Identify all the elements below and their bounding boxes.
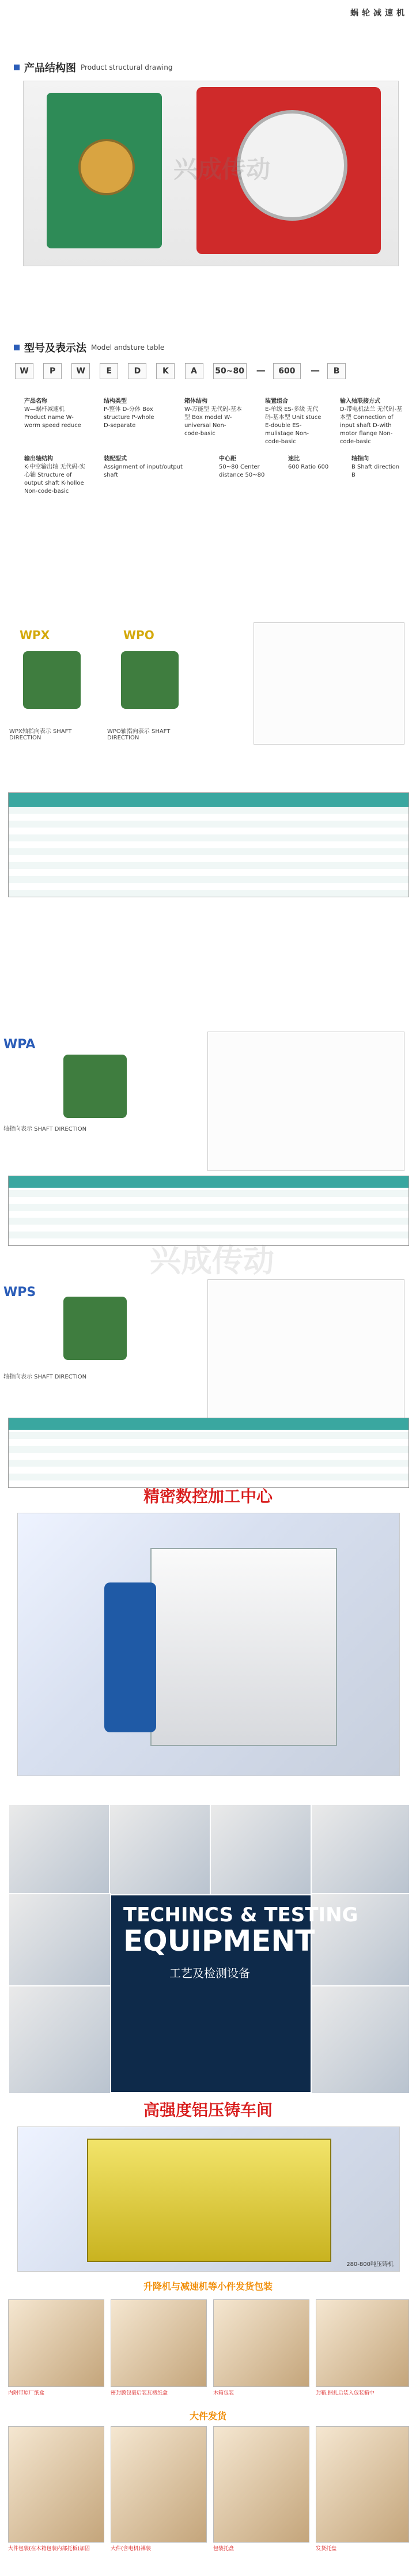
code-desc-4: 装置组合 E-单级 ES-多级 无代码-基本型 Unit stuce E-double ES-mulistage Non-code-basic [265, 398, 322, 445]
table-header [9, 1176, 409, 1188]
watermark-text: 兴成传动 [173, 155, 271, 183]
model-wpo-label: WPO [123, 628, 154, 642]
code-ratio: 600 [273, 363, 301, 379]
packing-tile [213, 2299, 309, 2387]
reducer-side-view [47, 93, 162, 248]
wps-dimension-drawing [207, 1279, 404, 1419]
cnc-hero-image [17, 1513, 400, 1776]
table-header [9, 1418, 409, 1430]
equipment-tile [311, 1804, 410, 1895]
shipping-title: 大件发货 [189, 2411, 226, 2422]
shipping-tile [111, 2426, 207, 2543]
section-marker-icon [14, 345, 20, 350]
watermark-text: 兴成传动 [150, 1242, 274, 1279]
model-wpa-label: WPA [3, 1037, 36, 1052]
packing-tile [111, 2299, 207, 2387]
code-desc-1: 产品名称 W—蜗杆减速机 Product name W-worm speed reduce [24, 398, 81, 429]
packing-label: 木箱包装 [213, 2390, 235, 2396]
code-letter: A [185, 363, 203, 379]
code-desc-8: 中心距 50~80 Center distance 50~80 [219, 456, 265, 478]
section-title-cn: 型号及表示法 [24, 342, 86, 354]
model-wps-label: WPS [3, 1285, 36, 1300]
equipment-tile [8, 1893, 111, 1988]
shipping-tile [213, 2426, 309, 2543]
code-ratio-range: 50~80 [213, 363, 247, 379]
equipment-title-1: TECHINCS & TESTING [123, 1903, 358, 1927]
shipping-label: 包装托盘 [213, 2546, 235, 2552]
table-header [9, 793, 409, 807]
section-title-en: Model andsture table [91, 343, 165, 352]
code-letter: W [71, 363, 90, 379]
wpo-shaft-caption: WPO轴指向表示 SHAFT DIRECTION [107, 728, 171, 741]
packing-tile [316, 2299, 409, 2387]
code-desc-6: 输出轴结构 K-中空输出轴 无代码-实心轴 Structure of output shaft K-holloe Non-code-basic [24, 456, 85, 494]
wpa-shaft-caption: 轴指向表示 SHAFT DIRECTION [3, 1126, 87, 1132]
shipping-label: 发货托盘 [316, 2546, 337, 2552]
code-desc-7: 装配型式 Assignment of input/output shaft [104, 456, 183, 478]
section-structural-title [14, 60, 173, 75]
section-marker-icon [14, 65, 20, 70]
shipping-label: 大件包装(在木箱包装内部托板)加固 [8, 2546, 90, 2552]
cnc-title: 精密数控加工中心 [143, 1487, 273, 1506]
casting-machine-label: 280-800吨压铸机 [346, 2261, 394, 2268]
wpo-product-image [121, 651, 179, 709]
model-code-row [15, 363, 353, 379]
equipment-subtitle: 工艺及检测设备 [169, 1966, 250, 1980]
gear-icon [78, 139, 135, 195]
wps-product-image [63, 1297, 127, 1360]
wpa-dimension-drawing [207, 1032, 404, 1171]
packing-label: 封箱,捆扎后装入包装箱中 [316, 2390, 375, 2396]
code-desc-10: 轴指向 B Shaft direction B [351, 456, 400, 478]
wpa-product-image [63, 1055, 127, 1118]
page-header-title: 蜗轮减速机 [350, 9, 408, 18]
equipment-tile [109, 1804, 212, 1895]
shipping-tile [8, 2426, 104, 2543]
code-letter: P [43, 363, 62, 379]
equipment-tile [8, 1985, 111, 2094]
code-desc-3: 箱体结构 W-万能型 无代码-基本型 Box model W-universal Non-code-basic [184, 398, 242, 437]
spec-table-wpa [8, 1176, 409, 1246]
spec-table-wpx-wpo [8, 792, 409, 897]
packing-label: 内附带原厂纸盒 [8, 2390, 45, 2396]
equipment-tile [210, 1804, 313, 1895]
code-shaft: B [327, 363, 346, 379]
equipment-section [8, 1804, 408, 2092]
code-dash: — [256, 365, 266, 376]
cnc-machine-image [150, 1548, 337, 1746]
packing-title: 升降机与减速机等小件发货包装 [143, 2281, 273, 2292]
shipping-tile [316, 2426, 409, 2543]
code-desc-2: 结构类型 P-整体 D-分体 Box structure P-whole D-separate [104, 398, 154, 429]
casting-hero-image [17, 2126, 400, 2272]
equipment-tile [8, 1804, 111, 1895]
wps-shaft-caption: 轴指向表示 SHAFT DIRECTION [3, 1374, 87, 1380]
structural-drawing [23, 81, 399, 266]
section-title-cn: 产品结构图 [24, 62, 76, 74]
code-desc-9: 速比 600 Ratio 600 [288, 456, 329, 470]
dimension-drawing [254, 622, 404, 745]
packing-tile [8, 2299, 104, 2387]
packing-label: 密封膜包裹后装瓦楞纸盒 [111, 2390, 168, 2396]
wpx-shaft-caption: WPX轴指向表示 SHAFT DIRECTION [9, 728, 72, 741]
equipment-title-2: EQUIPMENT [123, 1924, 315, 1958]
section-model-title [14, 340, 164, 355]
die-casting-machine-image [87, 2139, 331, 2262]
code-letter: K [156, 363, 175, 379]
operator-figure [104, 1582, 156, 1732]
casting-title: 高强度铝压铸车间 [143, 2101, 273, 2120]
model-wpx-label: WPX [20, 628, 50, 642]
code-desc-5: 输入轴联接方式 D-带电机法兰 无代码-基本型 Connection of input shaft D-with motor flange Non-code-basic [340, 398, 403, 445]
spec-table-wps [8, 1418, 409, 1488]
code-letter: D [128, 363, 146, 379]
wpx-product-image [23, 651, 81, 709]
section-title-en: Product structural drawing [81, 63, 173, 71]
equipment-tile [311, 1985, 410, 2094]
shipping-label: 大件(含电机)裸装 [111, 2546, 152, 2552]
code-letter: E [100, 363, 118, 379]
code-letter: W [15, 363, 33, 379]
code-dash: — [310, 365, 320, 376]
